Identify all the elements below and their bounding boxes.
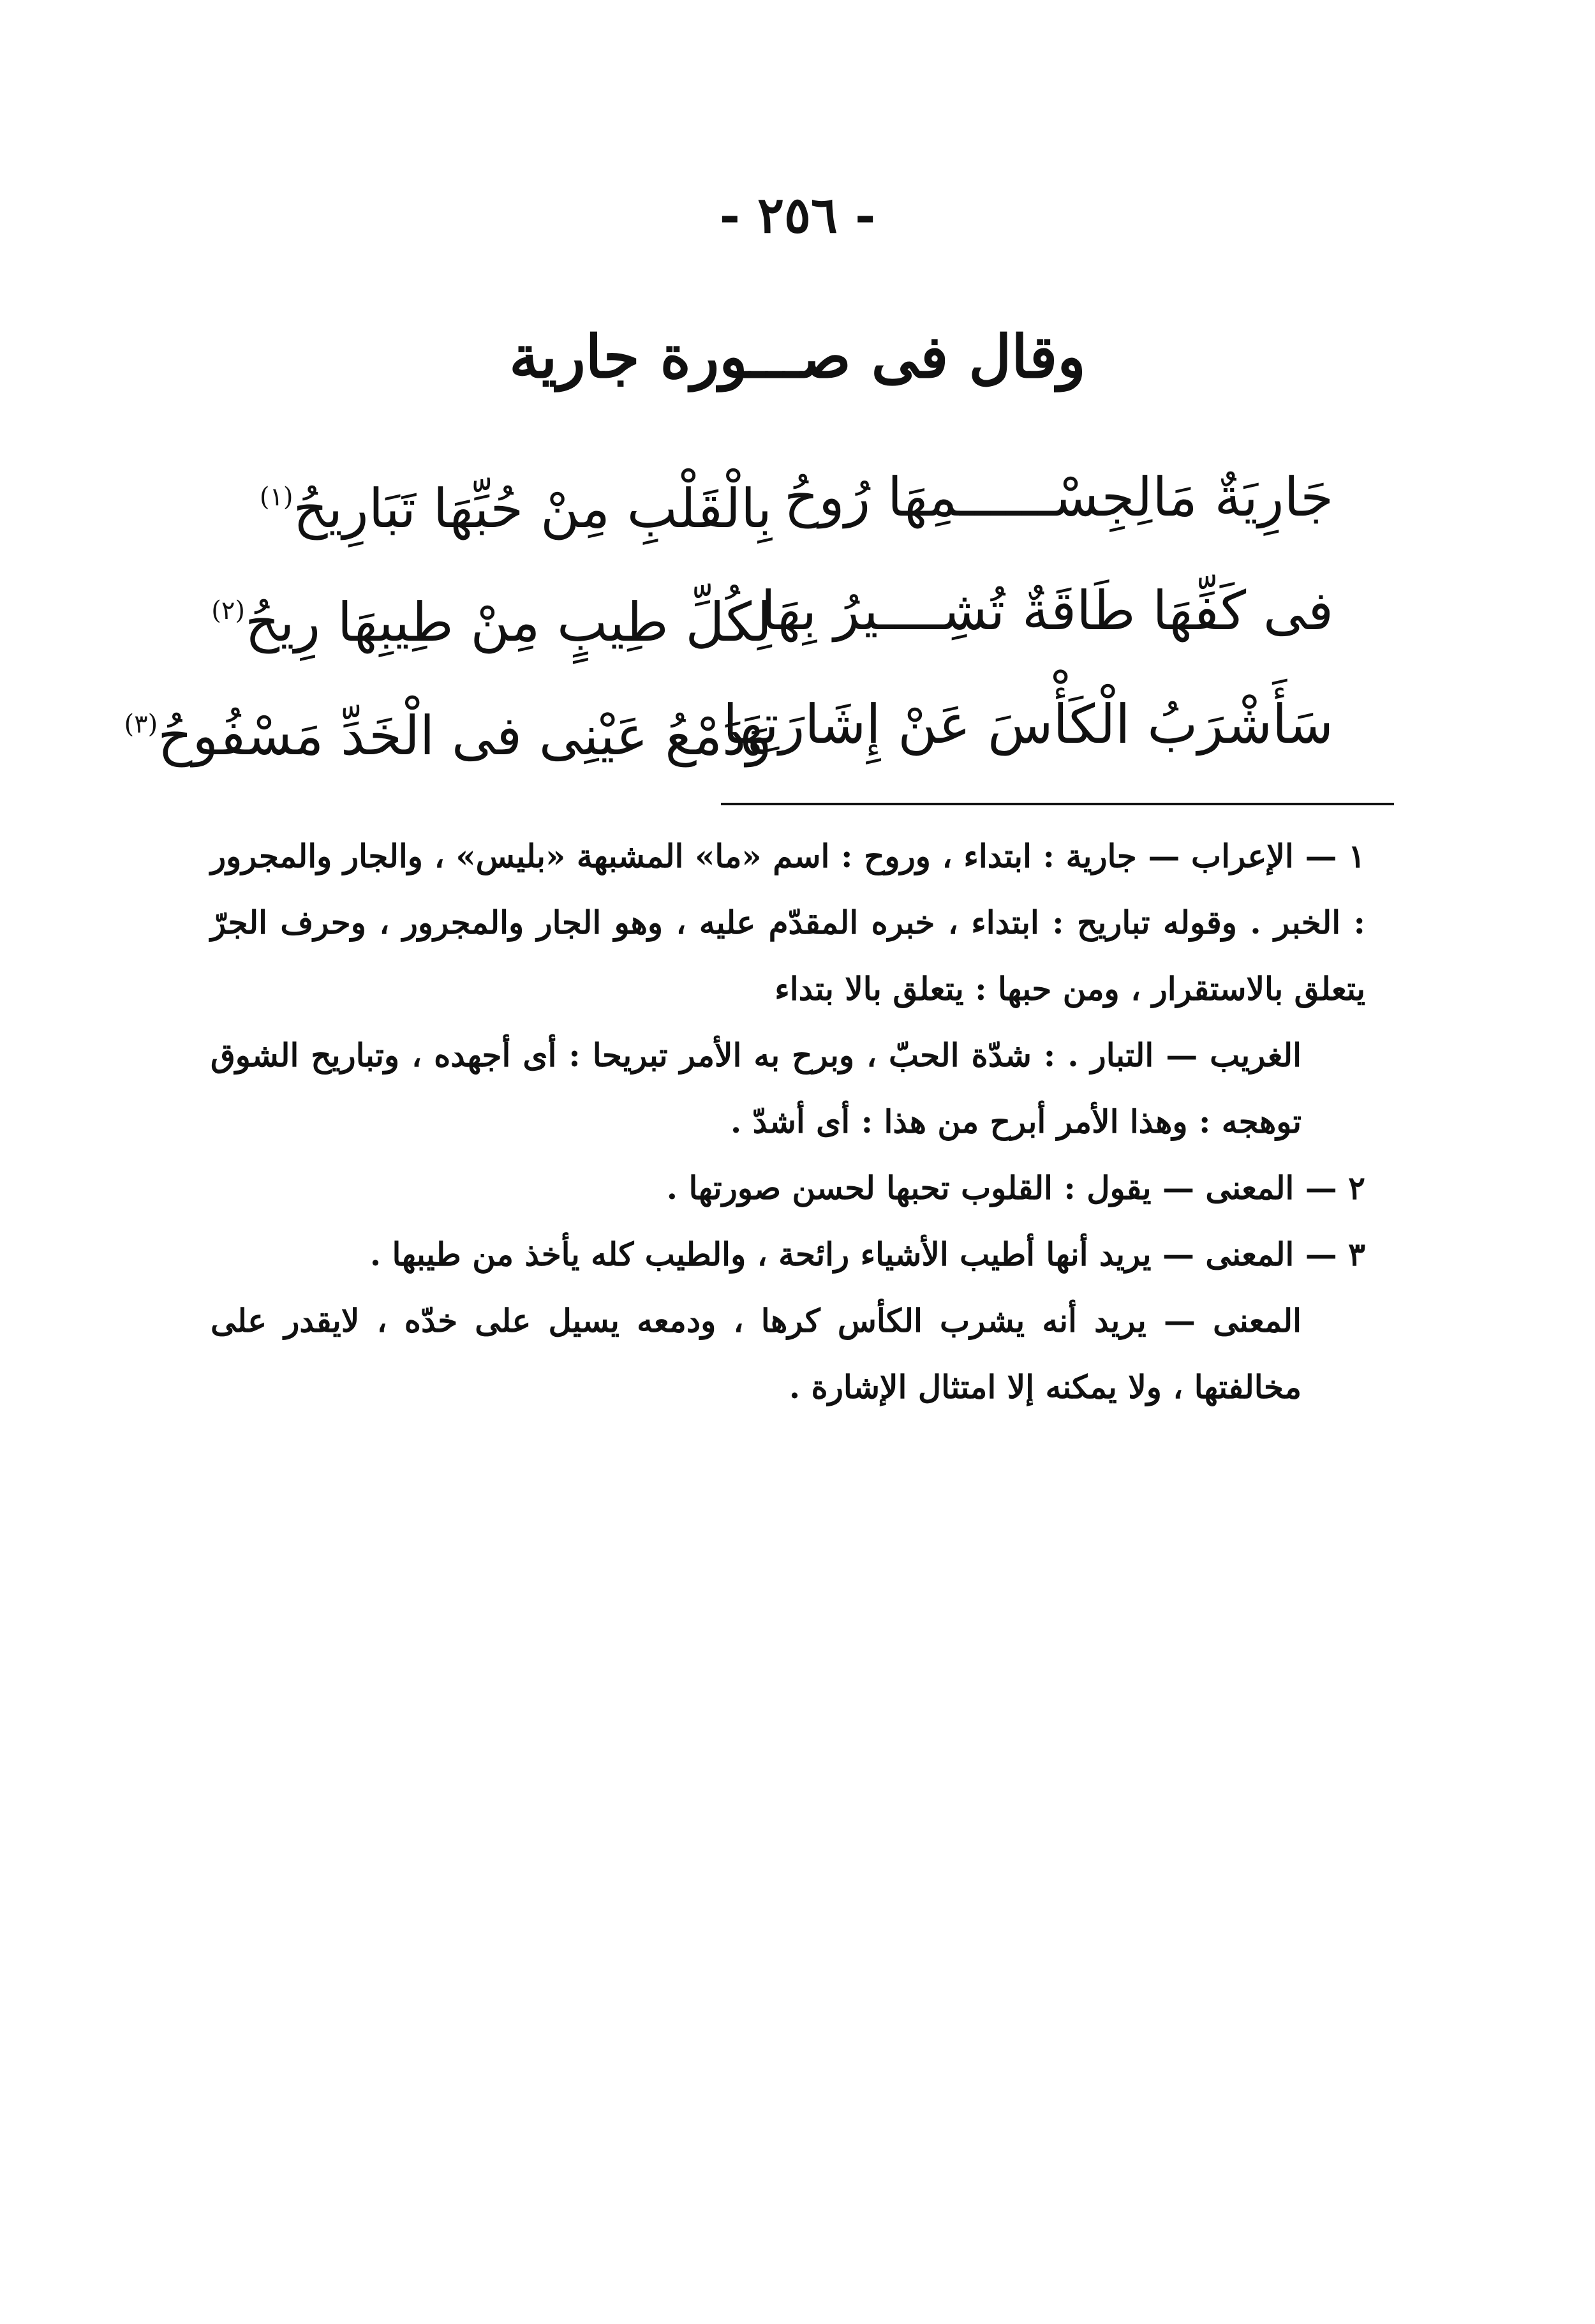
footnote-meaning-3-continued: المعنى — يريد أنه يشرب الكأس كرها ، ودمعه يسيل على خدّه ، لايقدر على مخالفتها ، ولا يمكنه إلا امتثال الإشارة . (211, 1302, 1302, 1406)
footnote-marker: (١) (259, 482, 293, 512)
verse (124, 667, 1333, 781)
verse-second-hemistich (124, 667, 772, 793)
footnote-grammar: ١ — الإعراب — جارية : ابتداء ، وروح : اسم «ما» المشبهة «بليس» ، والجار والمجرور : الخبر . وقوله تباريح : ابتداء ، خبره المقدّم عليه ، وهو الجار والمجرور ، وحرف الجرّ يتعلق بالاستقرار ، ومن حبها : يتعلق بالا بتداء (211, 837, 1365, 1008)
footnote-marker: (٣) (124, 710, 158, 739)
footnote-meaning-2: ٢ — المعنى — يقول : القلوب تحبها لحسن صورتها . (666, 1169, 1365, 1207)
footnote-meaning-3: ٣ — المعنى — يريد أنها أطيب الأشياء رائحة ، والطيب كله يأخذ من طيبها . (369, 1235, 1365, 1273)
footnote-separator-rule (721, 803, 1394, 805)
verse-second-hemistich (211, 554, 772, 679)
footnote-marker: (٢) (211, 596, 245, 625)
verse (211, 554, 1333, 667)
page-number: - ٢٥٦ - (719, 186, 876, 244)
footnotes (211, 823, 1365, 1420)
verse-first-hemistich: جَارِيَةٌ مَالِجِسْــــــمِهَا رُوحُ (783, 466, 1333, 528)
verse-first-hemistich: فى كَفِّهَا طَاقَةٌ تُشِــــيرُ بِهَا (760, 579, 1333, 642)
poem (124, 440, 1333, 781)
verse-second-hemistich (211, 440, 772, 565)
verse-second-hemistich-text: وَدَمْعُ عَيْنِى فى الْخَدِّ مَسْفُوحُ (158, 704, 772, 767)
verse-second-hemistich-text: بِالْقَلْبِ مِنْ حُبِّهَا تَبَارِيحُ (293, 477, 772, 540)
verse-second-hemistich-text: لِكُلِّ طِيبٍ مِنْ طِيبِهَا رِيحُ (244, 591, 772, 653)
verse-first-hemistich: سَأَشْرَبُ الْكَأْسَ عَنْ إِشَارَتِهَا (723, 693, 1333, 756)
footnote-vocabulary: الغريب — التبار . : شدّة الحبّ ، وبرح به الأمر تبريحا : أى أجهده ، وتباريح الشوق توهجه : وهذا الأمر أبرح من هذا : أى أشدّ . (211, 1036, 1302, 1140)
verse (211, 440, 1333, 554)
poem-title: وقال فى صـــورة جارية (509, 322, 1086, 391)
